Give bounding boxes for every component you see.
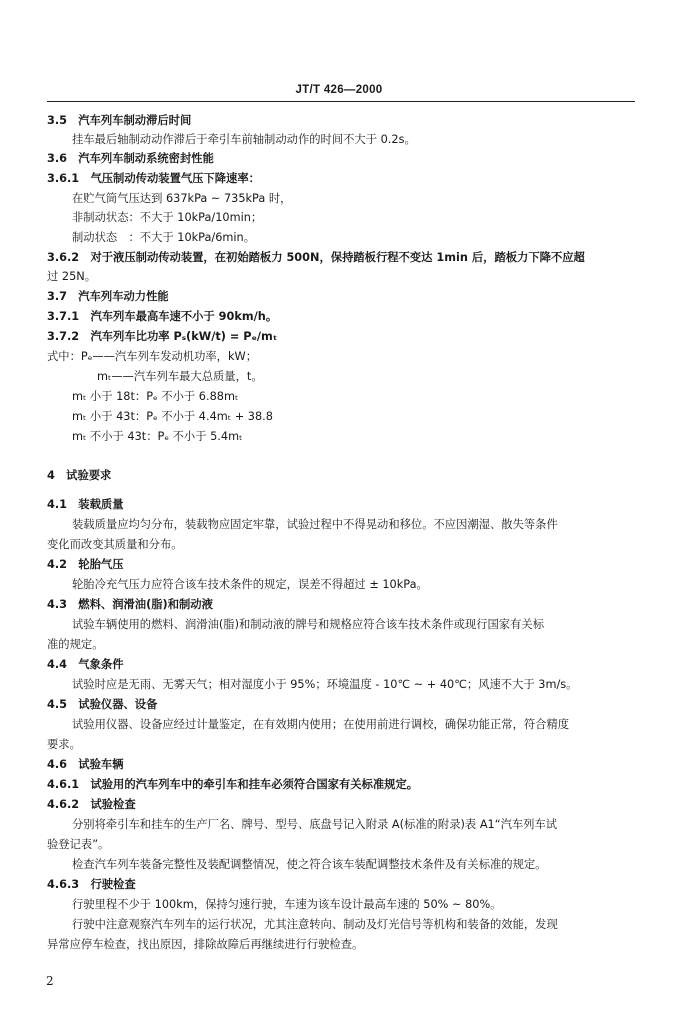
- section-heading: 3.7.1 汽车列车最高车速不小于 90km/h。: [47, 310, 278, 323]
- section-heading: 4.2 轮胎气压: [47, 558, 124, 571]
- section-heading: 3.6 汽车列车制动系统密封性能: [47, 152, 214, 165]
- body-text-line: 试验时应是无雨、无雾天气；相对湿度小于 95%；环境温度 - 10℃ ~ + 40℃；风速不大于 3m/s。: [72, 678, 578, 691]
- section-heading: 4.6.3 行驶检查: [47, 878, 136, 891]
- header-rule: [47, 101, 635, 102]
- body-text-line: 准的规定。: [47, 638, 104, 651]
- body-text-line: 制动状态 ：不大于 10kPa/6min。: [72, 231, 256, 244]
- section-heading: 3.7.2 汽车列车比功率 Pₛ(kW/t) = Pₑ/mₜ: [47, 330, 278, 343]
- body-text-line: 异常应停车检查，找出原因，排除故障后再继续进行行驶检查。: [47, 938, 364, 951]
- body-text-line: 在贮气筒气压达到 637kPa ~ 735kPa 时，: [72, 192, 292, 205]
- body-text-line: mₜ 不小于 43t：Pₑ 不小于 5.4mₜ: [72, 430, 243, 443]
- section-heading: 4.4 气象条件: [47, 658, 124, 671]
- section-heading: 4.1 装载质量: [47, 498, 124, 511]
- body-text-line: 分别将牵引车和挂车的生产厂名、牌号、型号、底盘号记入附录 A(标准的附录)表 A1“汽车列车试: [72, 818, 558, 831]
- body-text-line: 轮胎冷充气压力应符合该车技术条件的规定，误差不得超过 ± 10kPa。: [72, 578, 428, 591]
- page-number: 2: [46, 974, 54, 988]
- section-heading: 4.6.1 试验用的汽车列车中的牵引车和挂车必须符合国家有关标准规定。: [47, 778, 419, 791]
- section-heading: 3.6.1 气压制动传动装置气压下降速率：: [47, 172, 260, 185]
- body-text-line: 验登记表”。: [47, 838, 110, 851]
- body-text-line: 变化而改变其质量和分布。: [47, 538, 183, 551]
- body-text-line: 装载质量应均匀分布，装载物应固定牢靠，试验过程中不得晃动和移位。不应因潮湿、散失等条件: [72, 518, 558, 531]
- section-heading: 4 试验要求: [47, 469, 112, 482]
- section-heading: 4.5 试验仪器、设备: [47, 698, 158, 711]
- section-heading: 3.7 汽车列车动力性能: [47, 290, 169, 303]
- standard-number-header: JT/T 426—2000: [295, 84, 383, 96]
- body-text-line: 行驶里程不少于 100km，保持匀速行驶，车速为该车设计最高车速的 50% ~ 80%。: [72, 898, 502, 911]
- body-text-line: 过 25N。: [47, 270, 97, 283]
- body-text-line: 式中：Pₑ——汽车列车发动机功率，kW；: [47, 350, 257, 363]
- section-heading: 3.5 汽车列车制动滞后时间: [47, 114, 192, 127]
- body-text-line: mₜ 小于 43t：Pₑ 不小于 4.4mₜ + 38.8: [72, 410, 273, 423]
- body-text-line: mₜ 小于 18t：Pₑ 不小于 6.88mₜ: [72, 390, 239, 403]
- body-text-line: 试验用仪器、设备应经过计量鉴定，在有效期内使用；在使用前进行调校，确保功能正常，符合精度: [72, 718, 570, 731]
- section-heading: 4.6 试验车辆: [47, 758, 124, 771]
- body-text-line: 行驶中注意观察汽车列车的运行状况，尤其注意转向、制动及灯光信号等机构和装备的效能，发现: [72, 918, 558, 931]
- body-text-line: 挂车最后轴制动动作滞后于牵引车前轴制动动作的时间不大于 0.2s。: [72, 133, 416, 146]
- body-text-line: 非制动状态：不大于 10kPa/10min；: [72, 211, 263, 224]
- body-text-line: mₜ——汽车列车最大总质量，t。: [97, 370, 263, 383]
- body-text-line: 要求。: [47, 738, 81, 751]
- section-heading: 4.3 燃料、润滑油(脂)和制动液: [47, 598, 213, 611]
- body-text-line: 检查汽车列车装备完整性及装配调整情况，使之符合该车装配调整技术条件及有关标准的规定。: [72, 858, 547, 871]
- body-text-line: 试验车辆使用的燃料、润滑油(脂)和制动液的牌号和规格应符合该车技术条件或现行国家有关标: [72, 618, 544, 631]
- section-heading: 4.6.2 试验检查: [47, 798, 136, 811]
- section-heading: 3.6.2 对于液压制动传动装置，在初始踏板力 500N，保持踏板行程不变达 1min 后，踏板力下降不应超: [47, 251, 585, 264]
